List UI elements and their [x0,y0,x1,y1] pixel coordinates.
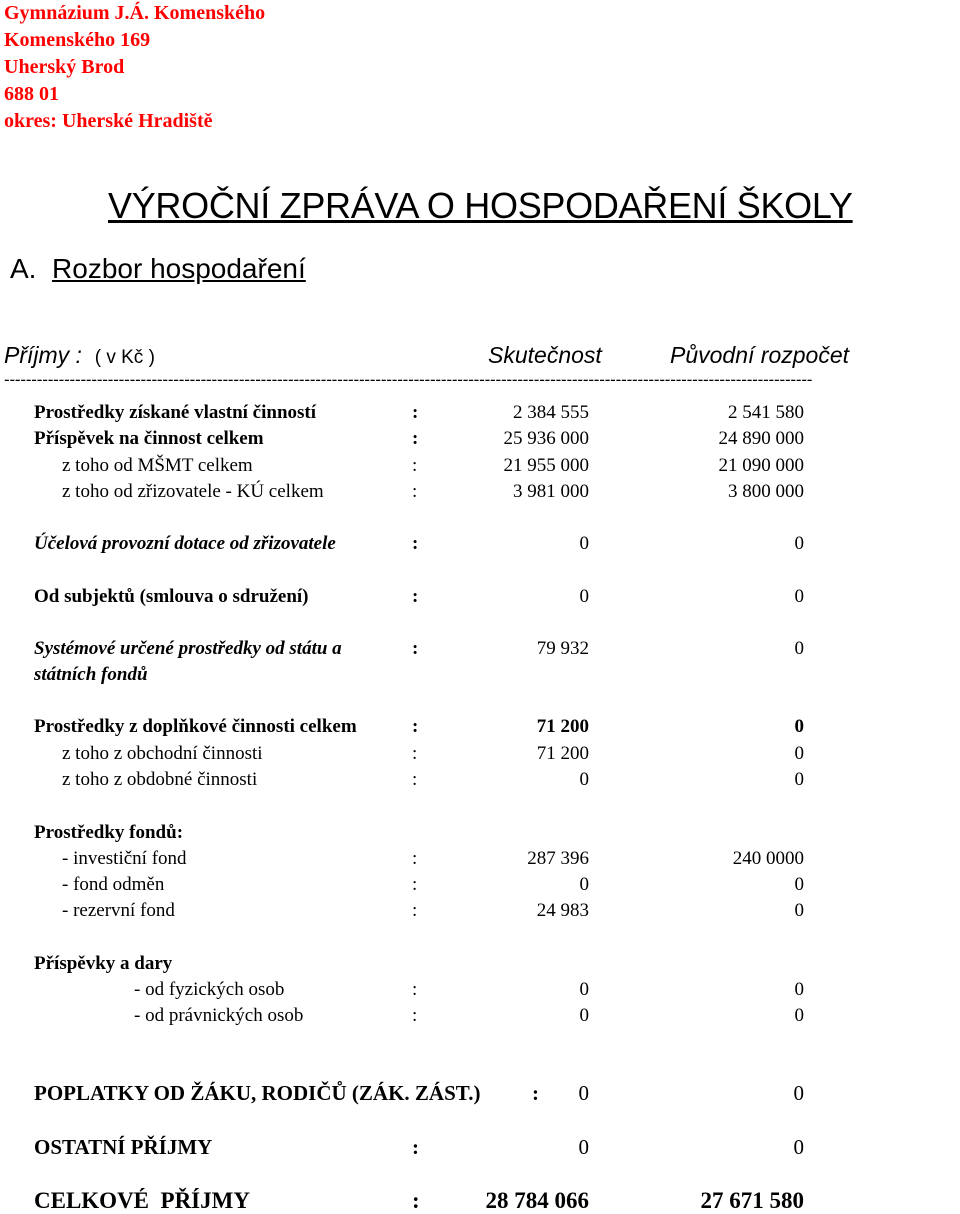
table-row [0,846,960,872]
row-budget: 24 890 000 [718,428,804,449]
row-actual: 0 [579,979,589,1000]
row-label: Příspěvky a dary [34,953,173,974]
row-actual: 0 [579,874,589,895]
row-actual: 0 [579,769,589,790]
table-row [0,479,960,505]
table-row [0,741,960,767]
row-label: Prostředky fondů: [34,822,184,843]
row-actual: 0 [579,586,589,607]
row-budget: 2 541 580 [728,402,804,423]
row-label: z toho z obchodní činnosti [62,743,263,764]
row-actual: 3 981 000 [513,481,589,502]
row-budget: 0 [794,716,804,737]
table-row [0,636,960,662]
row-label: OSTATNÍ PŘÍJMY [34,1135,213,1159]
row-actual: 2 384 555 [513,402,589,423]
row-label: - investiční fond [62,848,187,869]
row-colon: : [412,743,418,764]
budget-column-header: Původní rozpočet [670,342,850,368]
row-colon: : [412,1135,419,1159]
table-row-continuation [0,662,960,688]
row-actual: 71 200 [536,743,589,764]
row-budget: 0 [793,1135,804,1159]
actual-column-header: Skutečnost [488,342,602,368]
row-colon: : [532,1081,539,1105]
row-actual: 21 955 000 [503,455,589,476]
row-budget: 27 671 580 [700,1188,804,1213]
unit-label: ( v Kč ) [94,347,155,368]
row-actual: 0 [578,1081,589,1105]
row-label: z toho od MŠMT celkem [62,455,253,476]
row-budget: 0 [794,638,804,659]
row-label: Systémové určené prostředky od státu a [34,638,342,659]
row-colon: : [412,481,418,502]
row-label: z toho od zřizovatele - KÚ celkem [62,481,324,502]
row-colon: : [412,402,419,423]
school-postcode: 688 01 [4,83,59,105]
income-header [4,342,155,369]
table-row [0,977,960,1003]
row-budget: 0 [794,586,804,607]
table-row [0,872,960,898]
row-colon: : [412,848,418,869]
row-actual: 24 983 [536,900,589,921]
section-heading [10,253,306,285]
row-budget: 240 0000 [732,848,804,869]
row-budget: 0 [794,874,804,895]
row-colon: : [412,428,419,449]
row-label: CELKOVÉ PŘÍJMY [34,1188,250,1213]
table-row [0,426,960,452]
row-colon: : [412,900,418,921]
row-actual: 0 [579,1005,589,1026]
row-colon: : [412,638,419,659]
row-label: - od fyzických osob [134,979,285,1000]
row-budget: 21 090 000 [718,455,804,476]
row-label-continuation: státních fondů [34,664,148,685]
table-row [0,1134,960,1160]
section-letter: A. [10,253,37,284]
row-label: z toho z obdobné činnosti [62,769,258,790]
total-row [0,1188,960,1214]
report-title: VÝROČNÍ ZPRÁVA O HOSPODAŘENÍ ŠKOLY [108,185,853,226]
row-budget: 0 [794,900,804,921]
school-name: Gymnázium J.Á. Komenského [4,2,266,24]
school-district: okres: Uherské Hradiště [4,110,213,132]
row-colon: : [412,874,418,895]
school-header [4,0,265,135]
row-colon: : [412,533,419,554]
row-actual: 28 784 066 [485,1188,589,1213]
row-label: POPLATKY OD ŽÁKU, RODIČŮ (ZÁK. ZÁST.) [34,1081,481,1105]
table-row [0,531,960,557]
table-row [0,1080,960,1106]
table-row [0,714,960,740]
table-row-heading [0,820,960,846]
separator-line: ---------------------------------------------------------------------------------------------------------------------------------------------------- [4,370,813,389]
row-actual: 0 [578,1135,589,1159]
table-row [0,400,960,426]
row-label: - fond odměn [62,874,165,895]
row-label: Účelová provozní dotace od zřizovatele [34,533,336,554]
row-label: - od právnických osob [134,1005,304,1026]
row-label: Prostředky z doplňkové činnosti celkem [34,716,357,737]
row-label: Prostředky získané vlastní činností [34,402,317,423]
row-label: Příspěvek na činnost celkem [34,428,264,449]
row-budget: 0 [794,743,804,764]
income-label: Příjmy : [4,342,82,368]
row-colon: : [412,716,419,737]
row-colon: : [412,455,418,476]
school-street: Komenského 169 [4,29,151,51]
row-colon: : [412,769,418,790]
table-row [0,453,960,479]
row-budget: 0 [794,533,804,554]
row-actual: 0 [579,533,589,554]
table-row-heading [0,951,960,977]
table-row [0,767,960,793]
row-colon: : [412,1188,420,1213]
row-budget: 0 [794,769,804,790]
section-name: Rozbor hospodaření [52,253,306,284]
row-budget: 0 [794,1005,804,1026]
table-row [0,1003,960,1029]
table-row [0,898,960,924]
row-colon: : [412,586,419,607]
table-row [0,584,960,610]
row-actual: 79 932 [536,638,589,659]
row-colon: : [412,979,418,1000]
school-city: Uherský Brod [4,56,125,78]
row-label: Od subjektů (smlouva o sdružení) [34,586,309,607]
row-label: - rezervní fond [62,900,175,921]
row-actual: 71 200 [536,716,589,737]
row-colon: : [412,1005,418,1026]
row-actual: 287 396 [527,848,589,869]
row-budget: 0 [793,1081,804,1105]
row-actual: 25 936 000 [503,428,589,449]
row-budget: 0 [794,979,804,1000]
row-budget: 3 800 000 [728,481,804,502]
